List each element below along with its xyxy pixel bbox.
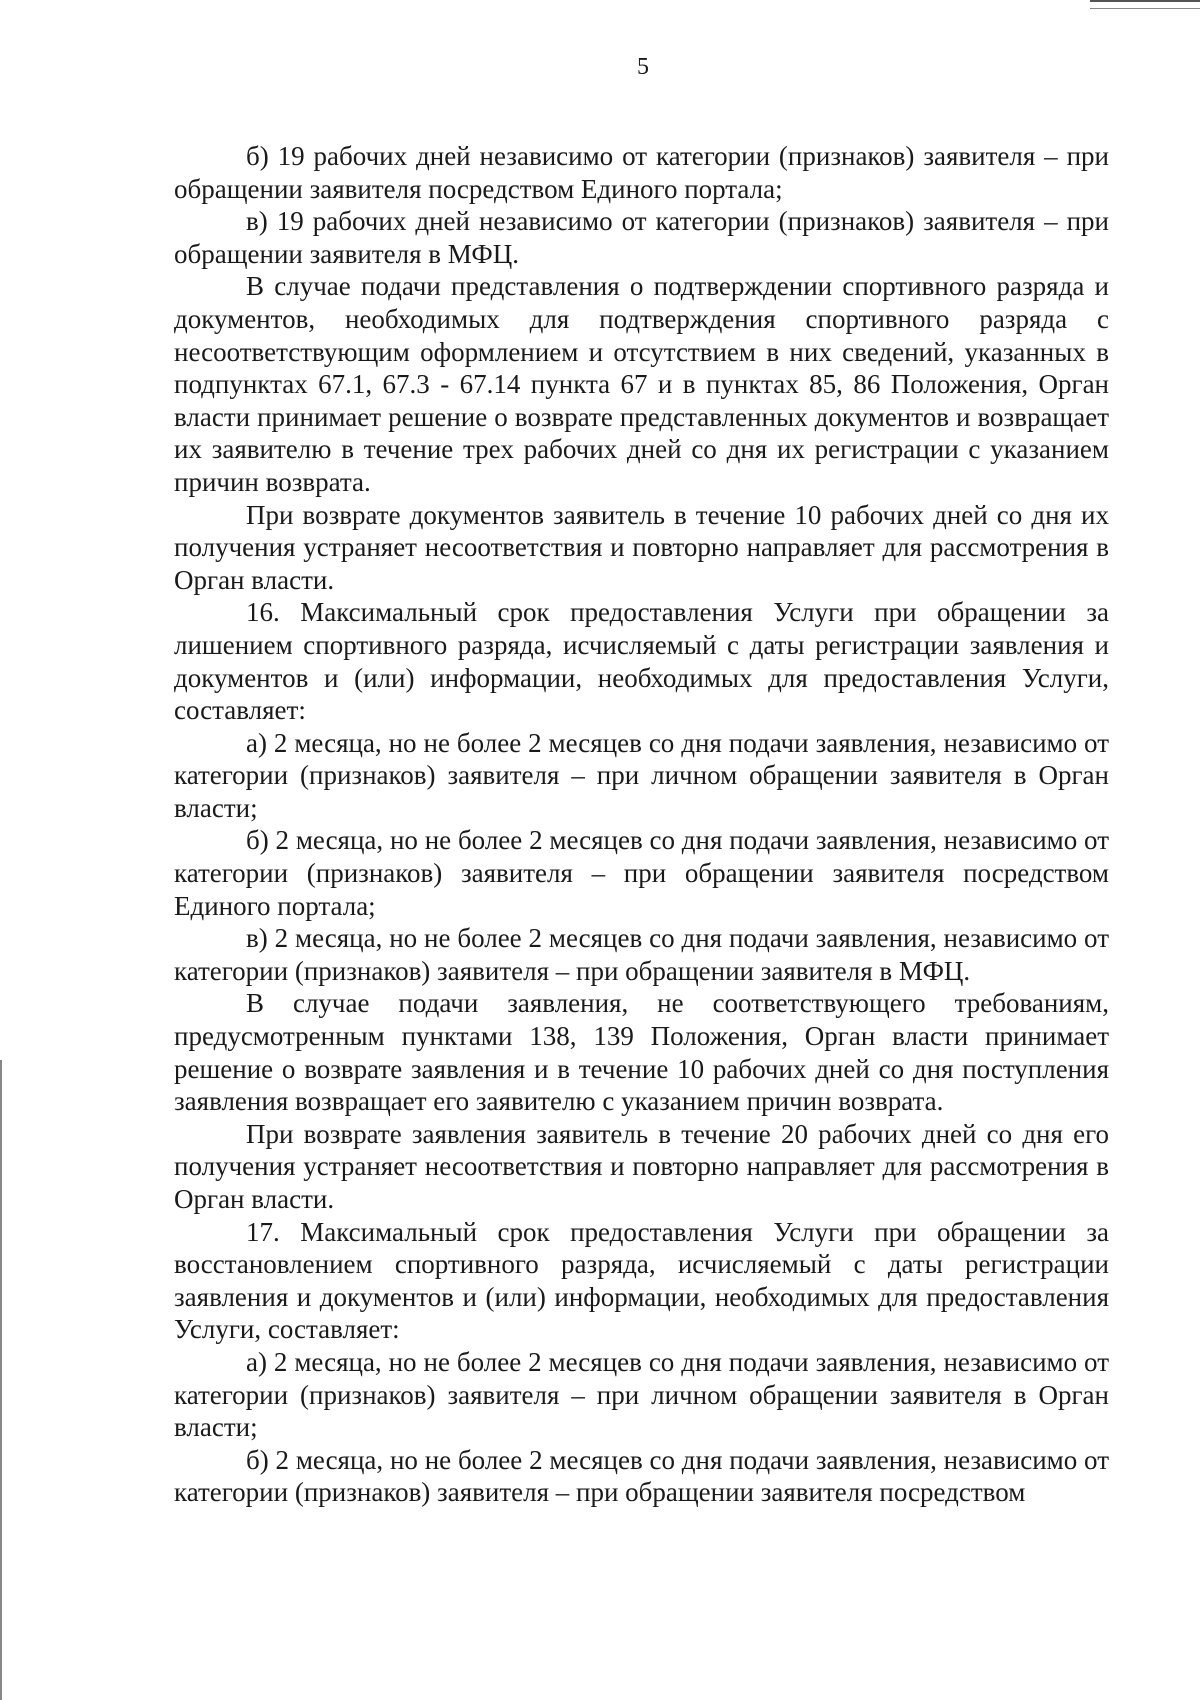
paragraph-resubmission-10-days: При возврате документов заявитель в течение 10 рабочих дней со дня их получения устраняет несоответствия и повторно направляет для рассмотрения в Орган власти. (174, 499, 1109, 595)
paragraph-b-19-days-portal: б) 19 рабочих дней независимо от категории (признаков) заявителя – при обращении заявителя посредством Единого портала; (174, 141, 1109, 204)
paragraph-v-19-days-mfc: в) 19 рабочих дней независимо от категории (признаков) заявителя – при обращении заявителя в МФЦ. (174, 206, 1109, 269)
paragraph-resubmission-20-days: При возврате заявления заявитель в течение 20 рабочих дней со дня его получения устраняет несоответствия и повторно направляет для рассмотрения в Орган власти. (174, 1118, 1109, 1214)
paragraph-17-restoration-term: 17. Максимальный срок предоставления Услуги при обращении за восстановлением спортивного разряда, исчисляемый с даты регистрации заявления и документов и (или) информации, необходимых для предоставления Услуги, составляет: (174, 1216, 1109, 1345)
paragraph-16v-mfc: в) 2 месяца, но не более 2 месяцев со дня подачи заявления, независимо от категории (признаков) заявителя – при обращении заявителя в МФЦ. (174, 923, 1109, 986)
paragraph-17a-personal: а) 2 месяца, но не более 2 месяцев со дня подачи заявления, независимо от категории (признаков) заявителя – при личном обращении заявителя в Орган власти; (174, 1346, 1109, 1443)
document-body (174, 140, 1109, 1509)
paragraph-17b-portal: б) 2 месяца, но не более 2 месяцев со дня подачи заявления, независимо от категории (признаков) заявителя – при обращении заявителя посредством (174, 1444, 1109, 1508)
paragraph-return-application: В случае подачи заявления, не соответствующего требованиям, предусмотренным пунктами 138, 139 Положения, Орган власти принимает решение о возврате заявления и в течение 10 рабочих дней со дня поступления заявления возвращает его заявителю с указанием причин возврата. (174, 988, 1109, 1117)
paragraph-16-deprivation-term: 16. Максимальный срок предоставления Услуги при обращении за лишением спортивного разряда, исчисляемый с даты регистрации заявления и документов и (или) информации, необходимых для предоставления Услуги, составляет: (174, 597, 1109, 726)
paragraph-return-documents-confirmation: В случае подачи представления о подтверждении спортивного разряда и документов, необходимых для подтверждения спортивного разряда с несоответствующим оформлением и отсутствием в них сведений, указанных в подпунктах 67.1, 67.3 - 67.14 пункта 67 и в пунктах 85, 86 Положения, Орган власти принимает решение о возврате представленных документов и возвращает их заявителю в течение трех рабочих дней со дня их регистрации с указанием причин возврата. (174, 271, 1109, 497)
scan-binding-mark (0, 1060, 2, 1700)
paragraph-16b-portal: б) 2 месяца, но не более 2 месяцев со дня подачи заявления, независимо от категории (признаков) заявителя – при обращении заявителя посредством Единого портала; (174, 825, 1109, 921)
scan-edge-mark (1090, 0, 1200, 9)
paragraph-16a-personal: а) 2 месяца, но не более 2 месяцев со дня подачи заявления, независимо от категории (признаков) заявителя – при личном обращении заявителя в Орган власти; (174, 727, 1109, 823)
page-number: 5 (637, 54, 649, 80)
